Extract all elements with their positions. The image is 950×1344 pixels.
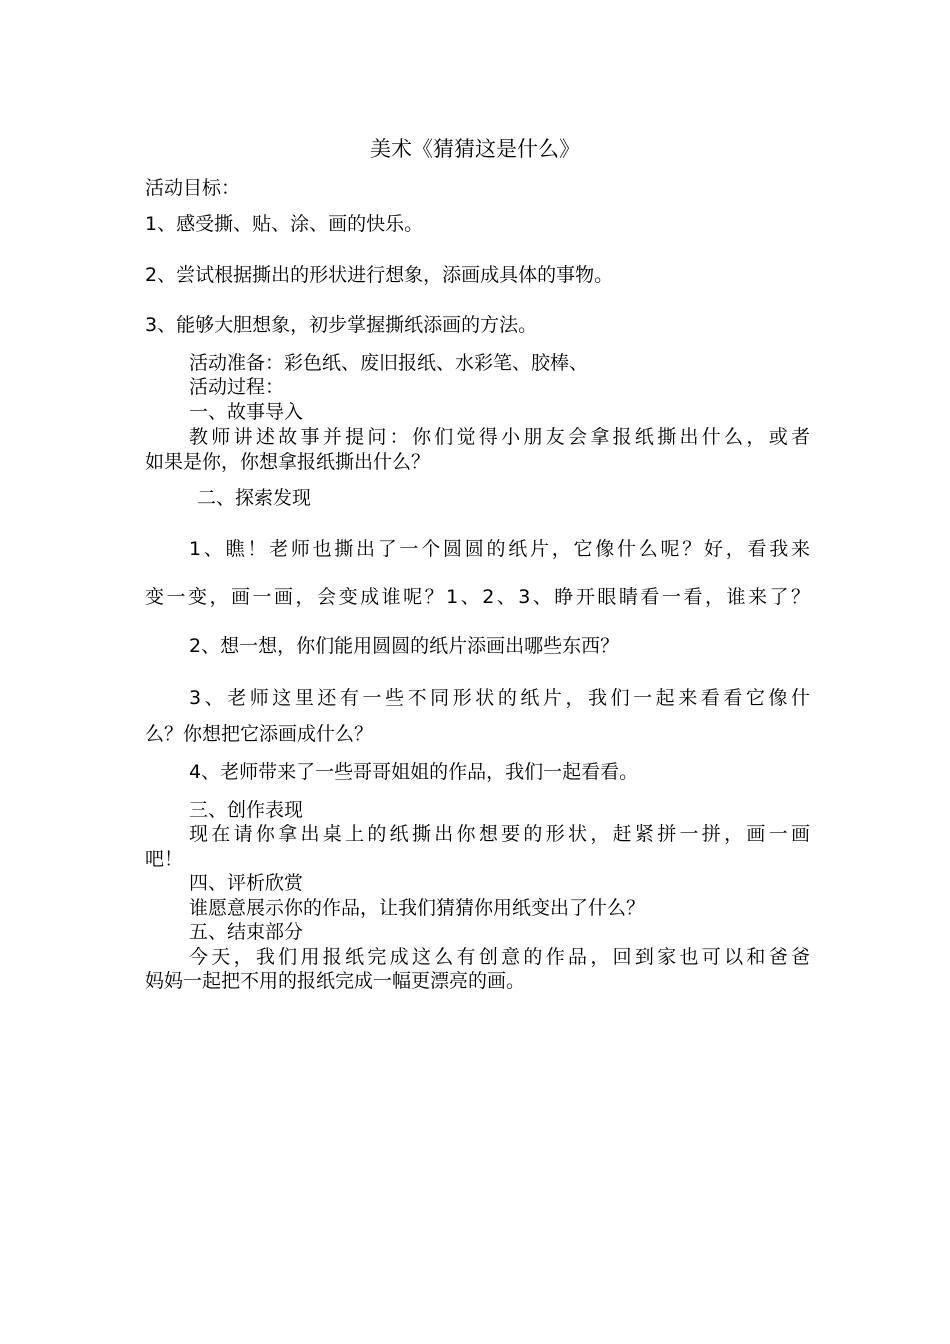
section-3-heading: 三、创作表现 bbox=[189, 799, 304, 821]
section-5-paragraph-line: 今天，我们用报纸完成这么有创意的作品，回到家也可以和爸爸 bbox=[189, 946, 810, 968]
section-2-item-3-line: 么？你想把它添画成什么？ bbox=[145, 723, 374, 745]
section-2-heading: 二、探索发现 bbox=[197, 487, 312, 509]
goal-item-3: 3、能够大胆想象，初步掌握撕纸添画的方法。 bbox=[145, 314, 538, 336]
section-2-item-3-line: 3、老师这里还有一些不同形状的纸片，我们一起来看看它像什 bbox=[189, 687, 810, 709]
page-title: 美术《猜猜这是什么》 bbox=[370, 137, 580, 161]
section-5-heading: 五、结束部分 bbox=[189, 921, 304, 943]
section-2-item-2: 2、想一想，你们能用圆圆的纸片添画出哪些东西？ bbox=[189, 635, 620, 657]
section-1-paragraph-line: 如果是你，你想拿报纸撕出什么？ bbox=[145, 451, 431, 473]
section-2-item-4: 4、老师带来了一些哥哥姐姐的作品，我们一起看看。 bbox=[189, 761, 639, 783]
preparation-line: 活动准备：彩色纸、废旧报纸、水彩笔、胶棒、 bbox=[189, 352, 589, 374]
section-2-item-1-line: 变一变，画一画，会变成谁呢？1、2、3、睁开眼睛看一看，谁来了？ bbox=[145, 586, 810, 608]
section-1-heading: 一、故事导入 bbox=[189, 401, 304, 423]
section-5-paragraph-line: 妈妈一起把不用的报纸完成一幅更漂亮的画。 bbox=[145, 970, 526, 992]
goal-item-2: 2、尝试根据撕出的形状进行想象，添画成具体的事物。 bbox=[145, 264, 614, 286]
goals-heading: 活动目标： bbox=[145, 177, 241, 199]
section-3-paragraph-line: 现在请你拿出桌上的纸撕出你想要的形状，赶紧拼一拼，画一画 bbox=[189, 823, 810, 845]
process-heading: 活动过程： bbox=[189, 376, 285, 398]
section-2-item-1-line: 1、瞧！老师也撕出了一个圆圆的纸片，它像什么呢？好，看我来 bbox=[189, 538, 810, 560]
section-4-paragraph-line: 谁愿意展示你的作品，让我们猜猜你用纸变出了什么？ bbox=[189, 897, 646, 919]
section-1-paragraph-line: 教师讲述故事并提问：你们觉得小朋友会拿报纸撕出什么，或者 bbox=[189, 426, 810, 448]
section-3-paragraph-line: 吧！ bbox=[145, 848, 184, 870]
goal-item-1: 1、感受撕、贴、涂、画的快乐。 bbox=[145, 213, 424, 235]
section-4-heading: 四、评析欣赏 bbox=[189, 872, 304, 894]
